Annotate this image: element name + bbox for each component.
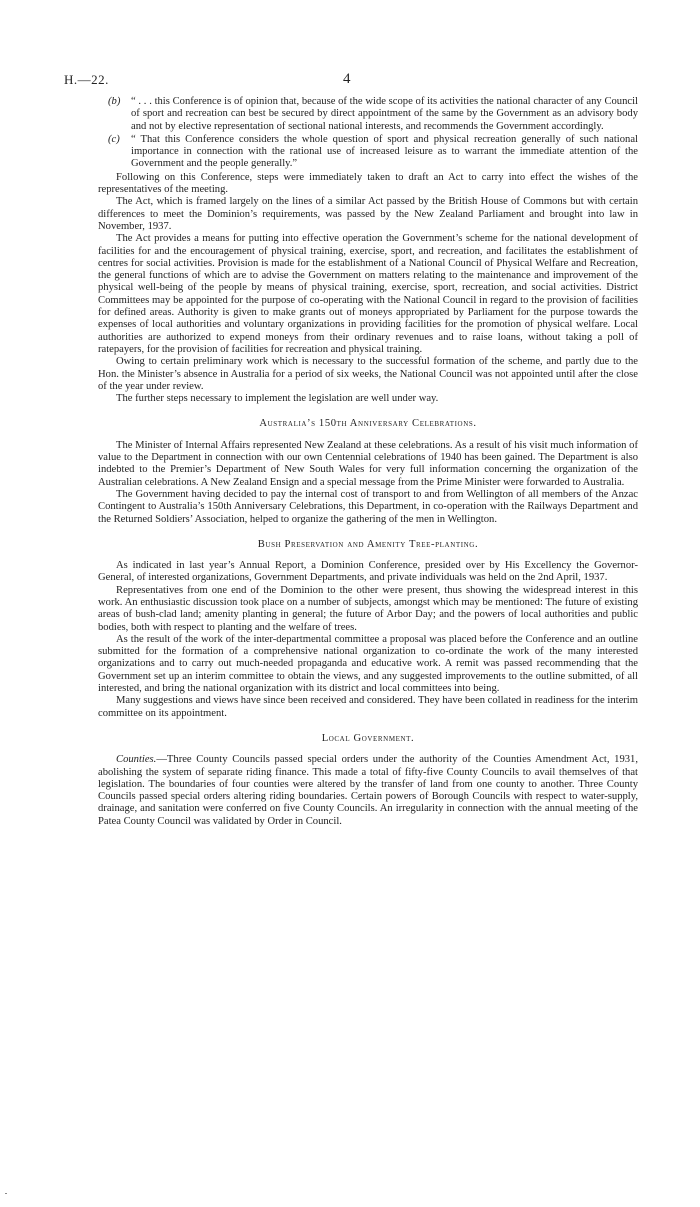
page-number: 4	[343, 71, 351, 87]
item-label: (b)	[108, 96, 121, 107]
paragraph: The Act, which is framed largely on the lines of a similar Act passed by the British House of Commons but with certain differences to meet the Dominion’s requirements, was passed by the New Zealand Parliament and brought into law in November, 1937.	[98, 196, 638, 232]
paragraph: As indicated in last year’s Annual Report, a Dominion Conference, presided over by His Excellency the Governor-General, of interested organizations, Government Departments, and private individuals was held on the 2nd April, 1937.	[98, 560, 638, 584]
paragraph: The Minister of Internal Affairs represented New Zealand at these celebrations. As a result of his visit much information of value to the Department in connection with our own Centennial celebrations of 1940 has been gained. The Department is also indebted to the Premier’s Department of New South Wales for very full information concerning the organization of the Australian celebrations. A New Zealand Ensign and a special message from the Prime Minister were forwarded to Australia.	[98, 439, 638, 488]
paragraph: Owing to certain preliminary work which is necessary to the successful formation of the scheme, and partly due to the Hon. the Minister’s absence in Australia for a period of six weeks, the National Council was not appointed until after the close of the year under review.	[98, 356, 638, 392]
paragraph: As the result of the work of the inter-departmental committee a proposal was placed before the Conference and an outline submitted for the formation of a comprehensive national organization to co-ordinate the work of the many interested organizations and to carry out much-needed propaganda and educative work. A remit was passed recommending that the Government set up an interim committee to obtain the views, and any suggested improvements to the outline submitted, of all interested, and bring the national organization with its district and local committees into being.	[98, 633, 638, 695]
paragraph: Representatives from one end of the Dominion to the other were present, thus showing the widespread interest in this work. An enthusiastic discussion took place on a number of subjects, amongst which may be mentioned: The future of existing areas of bush-clad land; amenity planting in general; the future of Arbor Day; and the powers of local authorities and public bodies, both with respect to planting and the welfare of trees.	[98, 584, 638, 633]
section-heading: Australia’s 150th Anniversary Celebrations.	[259, 418, 477, 430]
paragraph-text: —Three County Councils passed special orders under the authority of the Counties Amendment Act, 1931, abolishing the system of separate riding finance. This made a total of fifty-five County Councils to avail themselves of that legislation. The boundaries of four counties were altered by the transfer of land from one county to another. Three County Councils passed special orders altering riding boundaries. Certain powers of Borough Councils with respect to water-supply, drainage, and sanitation were conferred on five County Councils. An irregularity in connection with the annual meeting of the Patea County Council was validated by Order in Council.	[98, 754, 638, 827]
section-heading: Local Government.	[321, 732, 415, 744]
scan-mark	[5, 1193, 7, 1194]
resolution-item-b	[98, 96, 638, 133]
paragraph: Following on this Conference, steps were immediately taken to draft an Act to carry into effect the wishes of the representatives of the meeting.	[98, 171, 638, 196]
paragraph: The further steps necessary to implement the legislation are well under way.	[116, 393, 439, 405]
item-text: “ . . . this Conference is of opinion that, because of the wide scope of its activities the national character of any Council of sport and recreation can best be secured by direct appointment of the same by the Government as an advisory body and not by elective representation of sectional national interests, and recommends the Government accordingly.	[131, 96, 638, 132]
paragraph: The Government having decided to pay the internal cost of transport to and from Wellington of all members of the Anzac Contingent to Australia’s 150th Anniversary Celebrations, this Department, in co-operation with the Railways Department and the Returned Soldiers’ Association, helped to organize the gathering of the men in Wellington.	[98, 488, 638, 525]
section-heading: Bush Preservation and Amenity Tree-planting.	[257, 538, 479, 550]
paragraph: Many suggestions and views have since been received and considered. They have been collated in readiness for the interim committee on its appointment.	[98, 695, 638, 719]
document-reference: H.—22.	[64, 72, 109, 87]
document-body	[98, 96, 638, 828]
paragraph	[98, 754, 638, 828]
item-text: “ That this Conference considers the whole question of sport and physical recreation generally of such national importance in connection with the rational use of increased leisure as to warrant the immediate attention of the Government and the people generally.”	[131, 133, 638, 170]
paragraph-subhead: Counties.	[116, 754, 157, 766]
paragraph: The Act provides a means for putting into effective operation the Government’s scheme for the national development of facilities for and the encouragement of physical training, exercise, sport, and recreation, and facilitates the establishment of centres for social activities. Provision is made for the establishment of a National Council of Physical Welfare and Recreation, the general functions of which are to advise the Government on matters relating to the maintenance and improvement of the physical well-being of the people by means of physical training, exercise, sport, recreation, and social activities. District Committees may be appointed for the purpose of co-operating with the National Council in regard to the provision of facilities for defined areas. Authority is given to make grants out of moneys appropriated by Parliament for the purpose towards the expenses of local authorities and voluntary organizations in providing facilities for the promotion of physical welfare. Local authorities are authorized to expend moneys from their ordinary revenues and to raise loans, without taking a poll of ratepayers, for the provision of facilities for recreation and physical training.	[98, 233, 638, 355]
item-label: (c)	[108, 133, 120, 145]
resolution-item-c	[98, 134, 638, 171]
